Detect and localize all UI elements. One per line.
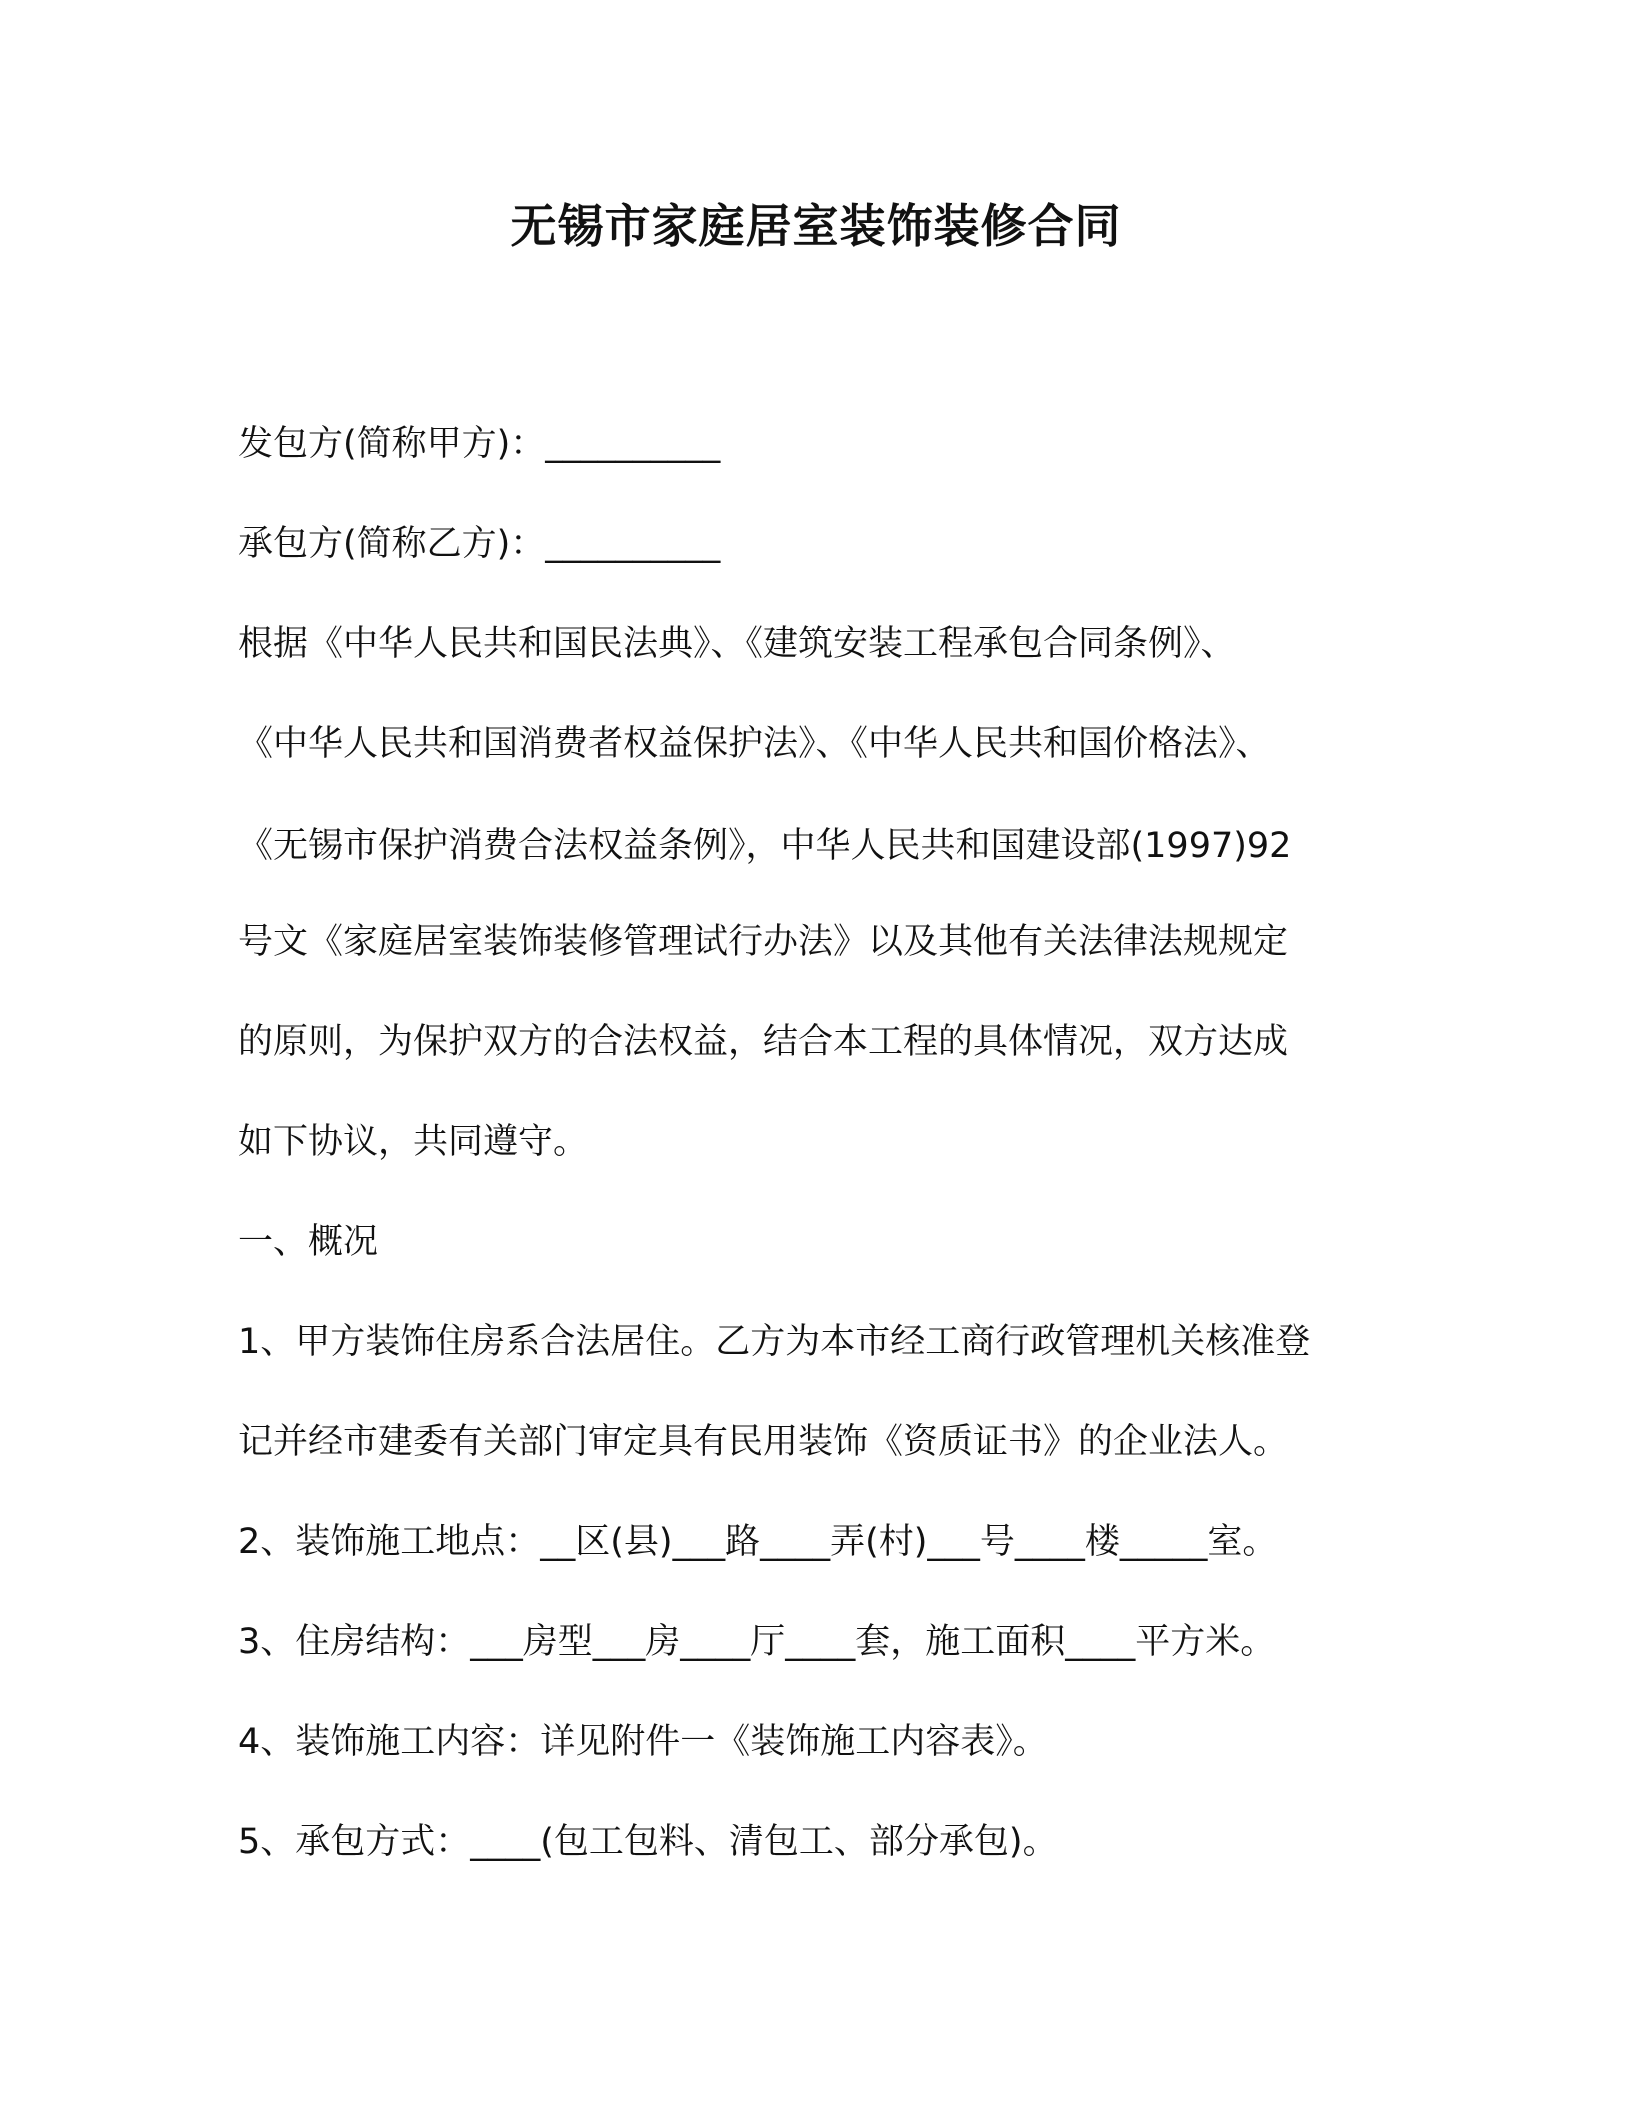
preamble-line-5: 的原则，为保护双方的合法权益，结合本工程的具体情况，双方达成: [238, 1022, 1289, 1062]
clause-4-line: 4、装饰施工内容：详见附件一《装饰施工内容表》。: [238, 1722, 1048, 1762]
clause-3-line: 3、住房结构：___房型___房____厅____套，施工面积____平方米。: [238, 1622, 1276, 1662]
clause-1-line-1: 1、甲方装饰住房系合法居住。乙方为本市经工商行政管理机关核准登: [238, 1322, 1311, 1362]
preamble-line-4: 号文《家庭居室装饰装修管理试行办法》以及其他有关法律法规规定: [238, 922, 1289, 962]
document-title: 无锡市家庭居室装饰装修合同: [510, 199, 1122, 253]
preamble-line-1: 根据《中华人民共和国民法典》、《建筑安装工程承包合同条例》、: [238, 624, 1236, 664]
party-a-line: 发包方(简称甲方)：__________: [238, 424, 721, 464]
clause-5-line: 5、承包方式：____(包工包料、清包工、部分承包)。: [238, 1822, 1058, 1862]
clause-1-line-2: 记并经市建委有关部门审定具有民用装饰《资质证书》的企业法人。: [238, 1422, 1289, 1462]
preamble-line-6: 如下协议，共同遵守。: [238, 1122, 589, 1162]
section-heading-overview: 一、概况: [238, 1222, 379, 1262]
preamble-line-3: 《无锡市保护消费合法权益条例》，中华人民共和国建设部(1997)92: [238, 826, 1292, 866]
preamble-line-2: 《中华人民共和国消费者权益保护法》、《中华人民共和国价格法》、: [238, 724, 1271, 764]
clause-2-line: 2、装饰施工地点：__区(县)___路____弄(村)___号____楼_____室。: [238, 1522, 1278, 1562]
party-b-line: 承包方(简称乙方)：__________: [238, 524, 721, 564]
